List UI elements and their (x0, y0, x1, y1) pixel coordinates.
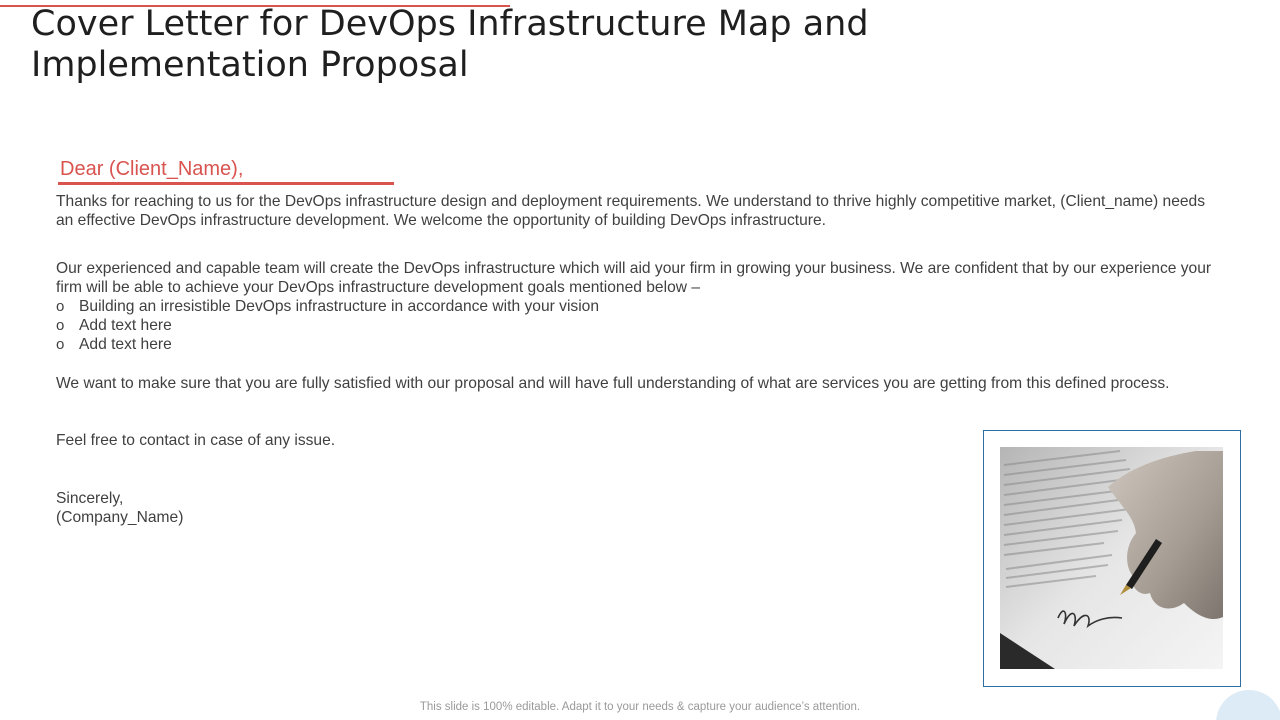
company-signature: (Company_Name) (56, 509, 184, 526)
closing-text: Sincerely, (56, 490, 124, 507)
bullet-circle-icon: o (56, 336, 65, 353)
bullet-circle-icon: o (56, 317, 65, 334)
letter-paragraph-team: Our experienced and capable team will create the DevOps infrastructure which will aid your firm in growing your business. We are confident that by our experience your firm will be able to achieve your DevOps infrastructure development goals mentioned below – (56, 260, 1212, 296)
salutation: Dear (Client_Name), (60, 158, 244, 180)
bullet-circle-icon: o (56, 298, 65, 315)
slide-title: Cover Letter for DevOps Infrastructure Map and Implementation Proposal (31, 4, 869, 85)
goal-list (56, 297, 1226, 354)
salutation-underline (58, 182, 394, 185)
goal-list-item (56, 297, 1226, 316)
letter-paragraph-intro: Thanks for reaching to us for the DevOps infrastructure design and deployment requirements. We understand to thrive highly competitive market, (Client_name) needs an effective DevOps infrastructure development. We welcome the opportunity of building DevOps infrastructure. (56, 193, 1206, 229)
signing-document-photo (1000, 447, 1223, 669)
goal-text: Building an irresistible DevOps infrastructure in accordance with your vision (79, 298, 600, 315)
goal-list-item (56, 316, 1226, 335)
goal-text: Add text here (79, 336, 172, 353)
corner-decoration (1214, 690, 1280, 720)
goal-list-item (56, 335, 1226, 354)
letter-paragraph-satisfaction: We want to make sure that you are fully satisfied with our proposal and will have full understanding of what are services you are getting from this defined process. (56, 375, 1170, 392)
goal-text: Add text here (79, 317, 172, 334)
letter-paragraph-contact: Feel free to contact in case of any issue. (56, 432, 336, 449)
signing-document-illustration (1000, 447, 1223, 669)
photo-frame (983, 430, 1241, 687)
footer-note: This slide is 100% editable. Adapt it to your needs & capture your audience’s attention. (419, 701, 861, 713)
